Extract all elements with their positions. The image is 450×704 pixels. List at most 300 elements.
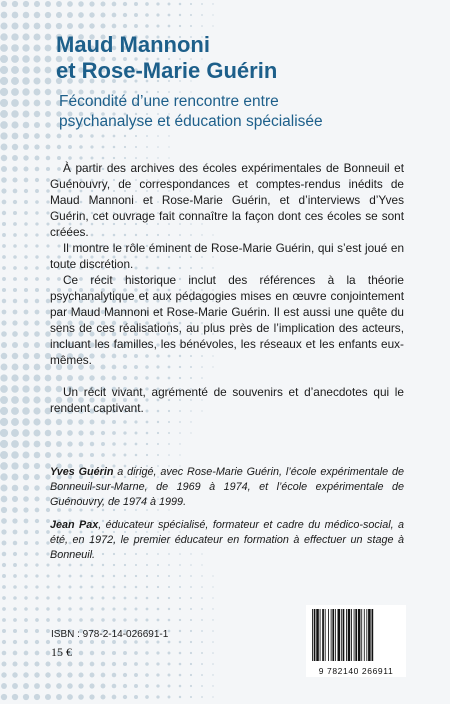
background-dot bbox=[11, 429, 19, 437]
background-dot bbox=[12, 353, 19, 360]
background-dot bbox=[102, 586, 105, 589]
background-dot bbox=[112, 662, 116, 666]
background-dot bbox=[135, 608, 138, 611]
background-dot bbox=[13, 277, 17, 281]
background-dot bbox=[145, 673, 149, 677]
background-dot bbox=[190, 663, 192, 665]
background-dot bbox=[134, 695, 138, 699]
background-dot bbox=[2, 607, 6, 611]
background-dot bbox=[135, 157, 137, 159]
background-dot bbox=[58, 575, 61, 578]
background-dot bbox=[190, 586, 192, 588]
background-dot bbox=[23, 12, 30, 19]
background-dot bbox=[123, 24, 127, 28]
background-dot bbox=[12, 166, 18, 172]
background-dot bbox=[0, 484, 7, 491]
background-dot bbox=[13, 596, 17, 600]
background-dot bbox=[0, 99, 8, 107]
background-dot bbox=[45, 133, 50, 138]
background-dot bbox=[1, 364, 8, 371]
background-dot bbox=[67, 441, 72, 446]
background-dot bbox=[0, 77, 8, 85]
background-dot bbox=[190, 14, 192, 16]
background-dot bbox=[1, 507, 7, 513]
background-dot bbox=[90, 134, 93, 137]
background-dot bbox=[2, 310, 7, 315]
background-dot bbox=[35, 607, 38, 610]
background-dot bbox=[134, 2, 138, 6]
background-dot bbox=[13, 288, 17, 292]
background-dot bbox=[201, 564, 202, 565]
background-dot bbox=[34, 342, 40, 348]
background-dot bbox=[0, 418, 8, 426]
background-dot bbox=[100, 23, 105, 28]
background-dot bbox=[2, 596, 6, 600]
background-dot bbox=[13, 607, 17, 611]
background-dot bbox=[145, 13, 149, 17]
background-dot bbox=[57, 134, 62, 139]
background-dot bbox=[146, 564, 148, 566]
background-dot bbox=[123, 662, 127, 666]
background-dot bbox=[134, 673, 138, 677]
background-dot bbox=[12, 672, 17, 677]
background-dot bbox=[168, 135, 169, 136]
background-dot bbox=[179, 3, 182, 6]
background-dot bbox=[201, 619, 203, 621]
background-dot bbox=[45, 111, 51, 117]
background-dot bbox=[35, 167, 40, 172]
background-dot bbox=[67, 672, 72, 677]
background-dot bbox=[45, 100, 51, 106]
background-dot bbox=[13, 585, 17, 589]
background-dot bbox=[23, 507, 28, 512]
background-dot bbox=[35, 255, 38, 258]
background-dot bbox=[101, 684, 106, 689]
background-dot bbox=[45, 430, 52, 437]
background-dot bbox=[0, 451, 8, 459]
background-dot bbox=[0, 44, 8, 52]
background-dot bbox=[146, 157, 148, 159]
title-line-2: et Rose-Marie Guérin bbox=[56, 58, 278, 83]
background-dot bbox=[45, 419, 52, 426]
background-dot bbox=[24, 574, 27, 577]
background-dot bbox=[0, 66, 8, 74]
background-dot bbox=[57, 640, 61, 644]
background-dot bbox=[45, 672, 50, 677]
background-dot bbox=[35, 200, 39, 204]
background-dot bbox=[34, 144, 39, 149]
background-dot bbox=[35, 530, 39, 534]
background-dot bbox=[12, 518, 17, 523]
background-dot bbox=[102, 575, 105, 578]
background-dot bbox=[23, 1, 29, 7]
background-dot bbox=[179, 14, 181, 16]
background-dot bbox=[46, 563, 49, 566]
background-dot bbox=[0, 121, 8, 129]
background-dot bbox=[134, 13, 138, 17]
background-dot bbox=[35, 178, 39, 182]
background-dot bbox=[101, 442, 105, 446]
background-dot bbox=[190, 619, 192, 621]
background-dot bbox=[156, 695, 159, 698]
background-dot bbox=[89, 12, 94, 17]
background-dot bbox=[13, 244, 17, 248]
blurb-paragraph-1: À partir des archives des écoles expérimentales de Bonneuil et Guénouvry, de correspondances et comptes-rendus inédits de Maud Mannoni et Rose-Marie Guérin, et d’interviews d’Yves Guérin, cet ouvrage fait connaître la façon dont ces écoles se sont créées. bbox=[50, 161, 404, 239]
background-dot bbox=[13, 189, 18, 194]
background-dot bbox=[24, 233, 27, 236]
background-dot bbox=[24, 541, 28, 545]
background-dot bbox=[24, 211, 28, 215]
background-dot bbox=[157, 135, 159, 137]
background-dot bbox=[101, 695, 106, 700]
background-dot bbox=[179, 619, 181, 621]
background-dot bbox=[190, 608, 192, 610]
background-dot bbox=[201, 25, 203, 27]
background-dot bbox=[34, 661, 39, 666]
background-dot bbox=[190, 685, 192, 687]
background-dot bbox=[123, 684, 127, 688]
background-dot bbox=[1, 12, 8, 19]
background-dot bbox=[201, 641, 203, 643]
background-dot bbox=[56, 452, 62, 458]
background-dot bbox=[146, 146, 148, 148]
background-dot bbox=[190, 696, 192, 698]
background-dot bbox=[146, 575, 148, 577]
background-dot bbox=[11, 440, 19, 448]
background-dot bbox=[157, 586, 159, 588]
background-dot bbox=[11, 44, 19, 52]
barcode-bar bbox=[322, 609, 324, 661]
author-name-2: Jean Pax bbox=[50, 519, 99, 531]
background-dot bbox=[113, 135, 116, 138]
background-dot bbox=[0, 407, 8, 415]
background-dot bbox=[113, 157, 115, 159]
background-dot bbox=[80, 586, 83, 589]
background-dot bbox=[34, 375, 41, 382]
background-dot bbox=[157, 608, 160, 611]
background-dot bbox=[190, 432, 191, 433]
background-dot bbox=[123, 442, 126, 445]
background-dot bbox=[0, 440, 8, 448]
background-dot bbox=[124, 575, 126, 577]
background-dot bbox=[58, 564, 61, 567]
background-dot bbox=[22, 385, 29, 392]
background-dot bbox=[78, 672, 83, 677]
background-dot bbox=[56, 23, 62, 29]
barcode-bar bbox=[361, 609, 362, 661]
background-dot bbox=[179, 630, 181, 632]
background-dot bbox=[24, 552, 28, 556]
background-dot bbox=[35, 508, 40, 513]
barcode-bar bbox=[332, 609, 334, 661]
background-dot bbox=[113, 597, 116, 600]
background-dot bbox=[190, 421, 191, 422]
background-dot bbox=[168, 685, 171, 688]
background-dot bbox=[179, 696, 181, 698]
book-title bbox=[56, 32, 277, 84]
background-dot bbox=[45, 1, 51, 7]
background-dot bbox=[2, 563, 6, 567]
background-dot bbox=[22, 418, 30, 426]
background-dot bbox=[212, 685, 213, 686]
background-dot bbox=[35, 519, 39, 523]
background-dot bbox=[1, 496, 8, 503]
background-dot bbox=[11, 407, 19, 415]
background-dot bbox=[91, 564, 94, 567]
background-dot bbox=[24, 299, 28, 303]
background-dot bbox=[90, 453, 94, 457]
background-dot bbox=[79, 662, 84, 667]
background-dot bbox=[13, 651, 18, 656]
background-dot bbox=[168, 14, 171, 17]
background-dot bbox=[23, 144, 29, 150]
background-dot bbox=[112, 607, 115, 610]
background-dot bbox=[11, 418, 19, 426]
background-dot bbox=[168, 597, 170, 599]
background-dot bbox=[168, 3, 171, 6]
background-dot bbox=[35, 211, 38, 214]
background-dot bbox=[212, 674, 213, 675]
background-dot bbox=[24, 629, 28, 633]
background-dot bbox=[179, 685, 182, 688]
background-dot bbox=[24, 288, 28, 292]
background-dot bbox=[68, 662, 73, 667]
background-dot bbox=[201, 674, 203, 676]
background-dot bbox=[34, 320, 39, 325]
background-dot bbox=[68, 618, 72, 622]
background-dot bbox=[69, 564, 72, 567]
background-dot bbox=[24, 266, 28, 270]
background-dot bbox=[13, 266, 17, 270]
background-dot bbox=[35, 640, 39, 644]
background-dot bbox=[90, 640, 94, 644]
background-dot bbox=[112, 684, 117, 689]
background-dot bbox=[2, 288, 6, 292]
background-dot bbox=[179, 25, 181, 27]
background-dot bbox=[101, 651, 105, 655]
background-dot bbox=[1, 694, 7, 700]
background-dot bbox=[101, 618, 104, 621]
background-dot bbox=[157, 421, 159, 423]
background-dot bbox=[1, 155, 8, 162]
background-dot bbox=[34, 12, 40, 18]
background-dot bbox=[1, 188, 6, 193]
background-dot bbox=[22, 55, 30, 63]
background-dot bbox=[190, 575, 192, 577]
background-dot bbox=[78, 683, 83, 688]
background-dot bbox=[90, 618, 94, 622]
author-bio-text-1: a dirigé, avec Rose-Marie Guérin, l’école expérimentale de Bonneuil-sur-Marne, de 1969 à 1974, et l’école expérimentale de Guénouvry, de 1974 à 1999. bbox=[50, 466, 405, 508]
background-dot bbox=[12, 694, 18, 700]
background-dot bbox=[11, 99, 19, 107]
background-dot bbox=[12, 683, 18, 689]
background-dot bbox=[34, 496, 39, 501]
background-dot bbox=[13, 310, 18, 315]
background-dot bbox=[90, 673, 95, 678]
background-dot bbox=[212, 608, 213, 609]
barcode-bar bbox=[346, 609, 347, 661]
background-dot bbox=[33, 44, 40, 51]
background-dot bbox=[12, 364, 19, 371]
background-dot bbox=[2, 651, 7, 656]
background-dot bbox=[35, 310, 40, 315]
background-dot bbox=[12, 155, 18, 161]
background-dot bbox=[33, 418, 40, 425]
background-dot bbox=[35, 233, 38, 236]
background-dot bbox=[34, 34, 41, 41]
background-dot bbox=[13, 629, 17, 633]
background-dot bbox=[11, 121, 18, 128]
background-dot bbox=[168, 25, 171, 28]
title-line-1: Maud Mannoni bbox=[56, 32, 210, 57]
background-dot bbox=[201, 14, 203, 16]
background-dot bbox=[13, 574, 17, 578]
background-dot bbox=[201, 685, 203, 687]
background-dot bbox=[145, 695, 149, 699]
background-dot bbox=[23, 474, 29, 480]
background-dot bbox=[67, 694, 73, 700]
background-dot bbox=[101, 420, 105, 424]
background-dot bbox=[12, 177, 17, 182]
background-dot bbox=[22, 44, 29, 51]
background-dot bbox=[190, 652, 192, 654]
background-dot bbox=[68, 607, 71, 610]
background-dot bbox=[45, 12, 51, 18]
background-dot bbox=[212, 3, 213, 4]
background-dot bbox=[101, 640, 105, 644]
background-dot bbox=[146, 608, 149, 611]
background-dot bbox=[90, 651, 94, 655]
background-dot bbox=[13, 200, 17, 204]
background-dot bbox=[156, 673, 159, 676]
background-dot bbox=[67, 452, 72, 457]
barcode-bar bbox=[325, 609, 326, 661]
background-dot bbox=[179, 443, 180, 444]
background-dot bbox=[123, 618, 126, 621]
background-dot bbox=[89, 1, 94, 6]
background-dot bbox=[33, 396, 40, 403]
background-dot bbox=[123, 673, 127, 677]
background-dot bbox=[157, 564, 159, 566]
background-dot bbox=[35, 563, 38, 566]
background-dot bbox=[11, 396, 19, 404]
background-dot bbox=[46, 607, 49, 610]
background-dot bbox=[35, 574, 38, 577]
background-dot bbox=[212, 630, 214, 632]
background-dot bbox=[0, 462, 8, 470]
background-dot bbox=[23, 122, 30, 129]
background-dot bbox=[33, 55, 40, 62]
background-dot bbox=[190, 597, 192, 599]
background-dot bbox=[68, 134, 72, 138]
blurb-paragraph-2: Il montre le rôle éminent de Rose-Marie Guérin, qui s’est joué en toute discrétion. bbox=[50, 241, 404, 271]
background-dot bbox=[168, 443, 170, 445]
background-dot bbox=[146, 619, 149, 622]
background-dot bbox=[69, 586, 72, 589]
background-dot bbox=[35, 266, 39, 270]
background-dot bbox=[156, 651, 159, 654]
background-dot bbox=[112, 695, 117, 700]
background-dot bbox=[23, 166, 28, 171]
background-dot bbox=[1, 353, 8, 360]
background-dot bbox=[35, 277, 39, 281]
background-dot bbox=[113, 575, 115, 577]
background-dot bbox=[157, 157, 158, 158]
background-dot bbox=[113, 586, 116, 589]
background-dot bbox=[79, 651, 84, 656]
background-dot bbox=[23, 342, 29, 348]
background-dot bbox=[11, 385, 19, 393]
background-dot bbox=[22, 440, 29, 447]
background-dot bbox=[156, 24, 159, 27]
background-dot bbox=[23, 672, 28, 677]
background-dot bbox=[123, 2, 127, 6]
background-dot bbox=[23, 485, 29, 491]
background-dot bbox=[22, 429, 29, 436]
background-dot bbox=[0, 110, 8, 118]
background-dot bbox=[146, 597, 149, 600]
barcode-bar bbox=[366, 609, 367, 661]
background-dot bbox=[24, 200, 28, 204]
background-dot bbox=[11, 462, 18, 469]
background-dot bbox=[2, 552, 7, 557]
background-dot bbox=[1, 331, 7, 337]
background-dot bbox=[145, 24, 149, 28]
background-dot bbox=[22, 33, 29, 40]
background-dot bbox=[102, 597, 105, 600]
background-dot bbox=[146, 432, 149, 435]
background-dot bbox=[34, 100, 41, 107]
background-dot bbox=[56, 672, 61, 677]
background-dot bbox=[2, 211, 6, 215]
author-bio-2 bbox=[50, 518, 404, 563]
barcode-bar bbox=[335, 609, 336, 661]
price: 15 € bbox=[51, 645, 72, 659]
background-dot bbox=[34, 23, 41, 30]
background-dot bbox=[157, 432, 159, 434]
background-dot bbox=[13, 299, 17, 303]
background-dot bbox=[135, 454, 138, 457]
background-dot bbox=[2, 222, 6, 226]
background-dot bbox=[35, 651, 40, 656]
background-dot bbox=[113, 564, 115, 566]
background-dot bbox=[12, 320, 17, 325]
background-dot bbox=[212, 575, 213, 576]
background-dot bbox=[2, 574, 6, 578]
background-dot bbox=[78, 12, 84, 18]
background-dot bbox=[12, 1, 18, 7]
background-dot bbox=[102, 564, 104, 566]
background-dot bbox=[2, 640, 6, 644]
barcode-bar bbox=[368, 609, 371, 661]
barcode-bar bbox=[343, 609, 345, 661]
background-dot bbox=[11, 33, 18, 40]
background-dot bbox=[57, 607, 60, 610]
background-dot bbox=[24, 585, 27, 588]
background-dot bbox=[33, 407, 40, 414]
background-dot bbox=[1, 683, 7, 689]
background-dot bbox=[11, 55, 19, 63]
background-dot bbox=[212, 619, 213, 620]
background-dot bbox=[79, 145, 83, 149]
background-dot bbox=[23, 23, 30, 30]
barcode-bar bbox=[358, 609, 361, 661]
background-dot bbox=[190, 674, 192, 676]
background-dot bbox=[23, 463, 30, 470]
background-dot bbox=[124, 564, 126, 566]
background-dot bbox=[123, 13, 127, 17]
background-dot bbox=[112, 24, 117, 29]
